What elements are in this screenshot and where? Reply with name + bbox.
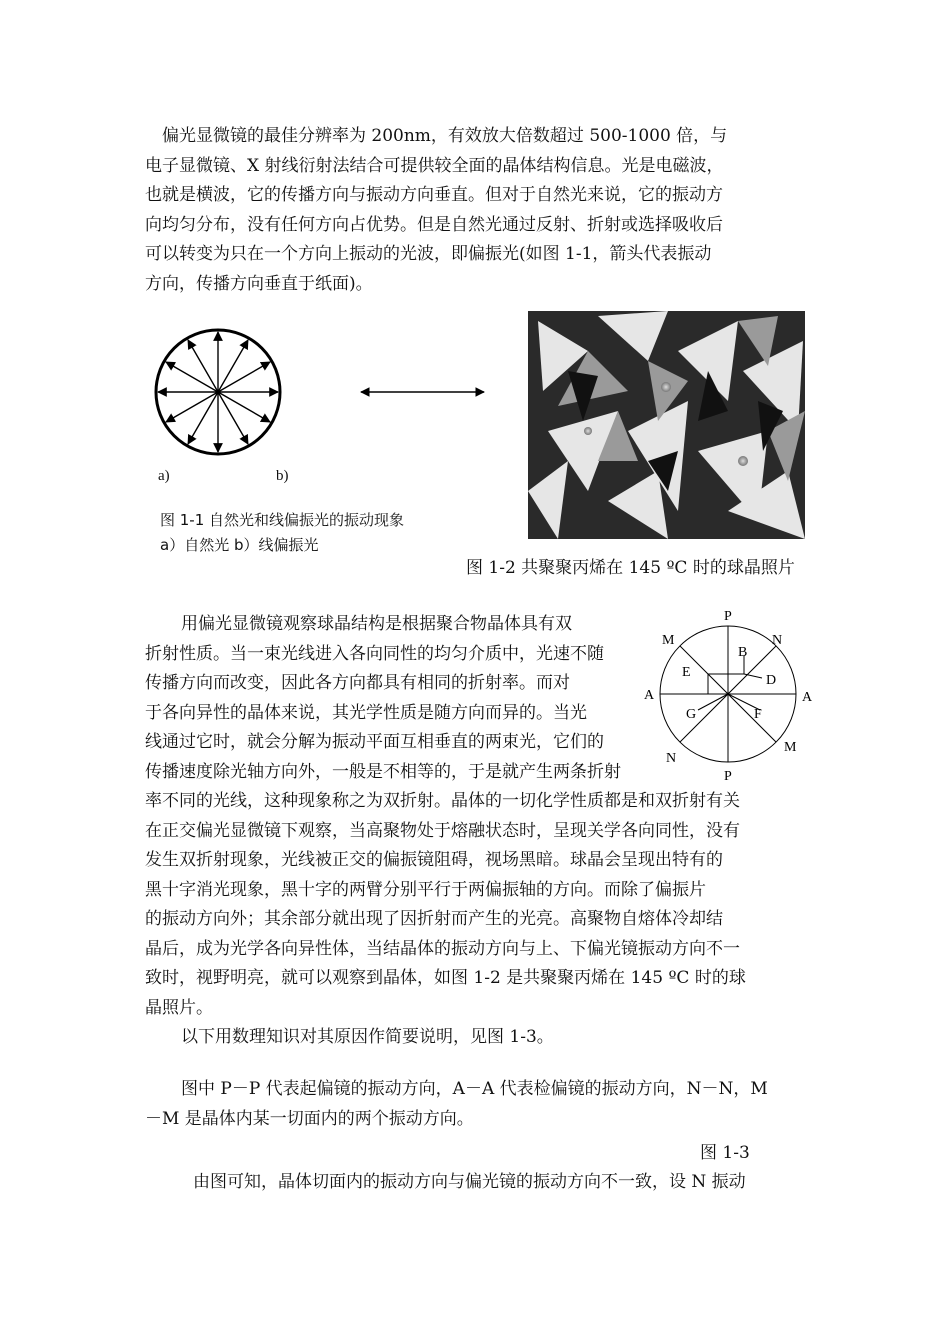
- figure-label-a: a): [158, 468, 170, 484]
- conclusion-paragraph: 由图可知，晶体切面内的振动方向与偏光镜的振动方向不一致，设 N 振动: [193, 1172, 746, 1192]
- text-line: －M 是晶体内某一切面内的两个振动方向。: [145, 1108, 474, 1129]
- label-b: B: [738, 645, 748, 660]
- polarization-axes-diagram: [640, 606, 815, 786]
- text-line: 晶照片。: [145, 997, 213, 1018]
- text-line: 发生双折射现象，光线被正交的偏振镜阻碍，视场黑暗。球晶会呈现出特有的: [145, 850, 723, 870]
- label-m-bottom: M: [784, 740, 797, 755]
- text-line: 用偏光显微镜观察球晶结构是根据聚合物晶体具有双: [181, 614, 572, 634]
- label-n-top: N: [772, 633, 783, 648]
- text-line: 黑十字消光现象，黑十字的两臂分别平行于两偏振轴的方向。而除了偏振片: [145, 879, 706, 900]
- text-line: 以下用数理知识对其原因作简要说明，见图 1-3。: [181, 1027, 554, 1047]
- text-line: 传播速度除光轴方向外，一般是不相等的，于是就产生两条折射: [145, 761, 621, 782]
- label-a-left: A: [644, 688, 655, 703]
- label-f: F: [754, 707, 762, 722]
- text-line: 于各向异性的晶体来说，其光学性质是随方向而异的。当光: [145, 702, 587, 723]
- polarized-light-arrow: [355, 383, 490, 401]
- intro-paragraph: [145, 122, 807, 299]
- text-line: 图中 P－P 代表起偏镜的振动方向，A－A 代表检偏镜的振动方向，N－N，M: [181, 1079, 768, 1099]
- label-d: D: [766, 673, 777, 688]
- label-p-top: P: [724, 609, 732, 624]
- label-p-bottom: P: [724, 769, 732, 784]
- label-g: G: [686, 707, 697, 722]
- text-line: 晶后，成为光学各向异性体，当结晶体的振动方向与上、下偏光镜振动方向不一: [145, 938, 740, 959]
- text-line: 偏光显微镜的最佳分辨率为 200nm，有效放大倍数超过 500-1000 倍，与: [145, 126, 728, 146]
- label-m-top: M: [662, 633, 675, 648]
- figure-label-b: b): [276, 468, 289, 484]
- axes-explanation-paragraph: [145, 1075, 807, 1134]
- figure-1-1-caption: 图 1-1 自然光和线偏振光的振动现象: [160, 511, 405, 529]
- text-line: 方向，传播方向垂直于纸面)。: [145, 273, 373, 294]
- figure-1-1-subcaption: a）自然光 b）线偏振光: [160, 536, 319, 554]
- text-line: 致时，视野明亮，就可以观察到晶体，如图 1-2 是共聚聚丙烯在 145 ºC 时的球: [145, 968, 746, 988]
- label-e: E: [682, 665, 691, 680]
- figure-1-3-caption: 图 1-3: [700, 1143, 750, 1163]
- figure-1-2-caption: 图 1-2 共聚聚丙烯在 145 ºC 时的球晶照片: [466, 558, 795, 578]
- text-line: 线通过它时，就会分解为振动平面互相垂直的两束光，它们的: [145, 732, 604, 752]
- text-line: 传播方向而改变，因此各方向都具有相同的折射率。而对: [145, 673, 570, 693]
- text-line: 电子显微镜、X 射线衍射法结合可提供较全面的晶体结构信息。光是电磁波，: [145, 155, 724, 176]
- spherulite-image: [528, 311, 805, 539]
- text-line: 向均匀分布，没有任何方向占优势。但是自然光通过反射、折射或选择吸收后: [145, 214, 723, 235]
- label-n-bottom: N: [666, 751, 677, 766]
- text-line: 折射性质。当一束光线进入各向同性的均匀介质中，光速不随: [145, 643, 604, 664]
- text-line: 的振动方向外；其余部分就出现了因折射而产生的光亮。高聚物自熔体冷却结: [145, 909, 723, 929]
- text-line: 也就是横波，它的传播方向与振动方向垂直。但对于自然光来说，它的振动方: [145, 185, 723, 205]
- text-line: 率不同的光线，这种现象称之为双折射。晶体的一切化学性质都是和双折射有关: [145, 791, 740, 811]
- label-a-right: A: [802, 690, 813, 705]
- natural-light-diagram: [145, 320, 295, 470]
- text-line: 可以转变为只在一个方向上振动的光波，即偏振光(如图 1-1，箭头代表振动: [145, 244, 712, 264]
- spherulite-photo: [528, 311, 805, 539]
- text-line: 在正交偏光显微镜下观察，当高聚物处于熔融状态时，呈现关学各向同性，没有: [145, 820, 740, 841]
